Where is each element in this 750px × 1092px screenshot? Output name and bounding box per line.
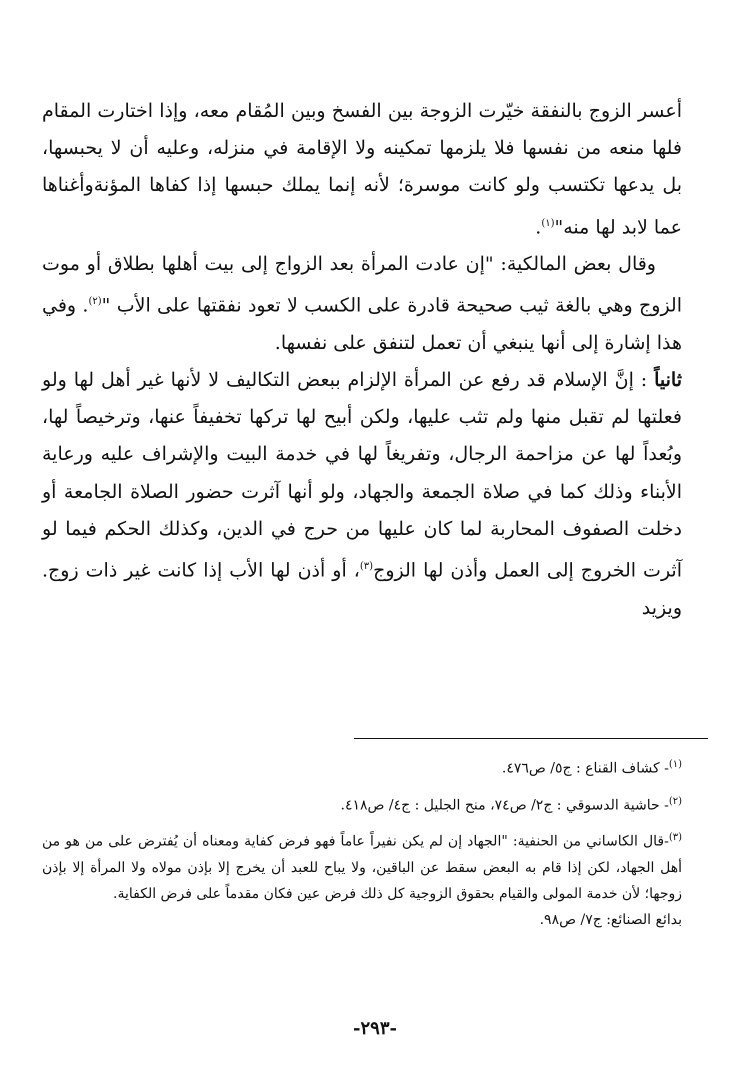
footnote-3-text: -قال الكاساني من الحنفية: "الجهاد إن لم يكن نفيراً عاماً فهو فرض كفاية ومعناه أن يُفترض على من هو من أهل الجهاد، لكن إذا قام به البعض سقط عن الباقين، ولا يباح للعبد أن يخرج إلا بإذن مولاه ولا المرأة إلا بإذن زوجها؛ لأن خدمة المولى والقيام بحقوق الزوجية كل ذلك فرض عين فكان مقدماً على فرض الكفاية. <box>42 833 682 902</box>
paragraph-3 <box>42 362 682 627</box>
main-text <box>42 93 682 627</box>
page-number: -٢٩٣- <box>353 1018 397 1039</box>
footnote-ref-3: (٣) <box>359 561 374 573</box>
footnote-ref-2: (٢) <box>88 296 102 308</box>
footnote-1 <box>42 752 682 782</box>
footnote-3-source <box>42 907 682 933</box>
paragraph-2-end: . وفي هذا إشارة إلى أنها ينبغي أن تعمل لتنفق على نفسها. <box>42 294 682 354</box>
footnote-2-marker: (٢) <box>668 795 682 807</box>
paragraph-3-text: : إنَّ الإسلام قد رفع عن المرأة الإلزام ببعض التكاليف لا لأنها غير أهل لها ولو فعلتها لم تقبل منها ولم تثب عليها، ولكن أبيح لها تركها تخفيفاً عنها، وترخيصاً لها، وبُعداً لها عن مزاحمة الرجال، وتفريغاً لها في خدمة البيت والإشراف عليه ورعاية الأبناء وذلك كما في صلاة الجمعة والجهاد، ولو أنها آثرت حضور الصلاة الجامعة أو دخلت الصفوف المحاربة لما كان عليها من حرج في الدين، وكذلك الحكم فيما لو آثرت الخروج إلى العمل وأذن لها الزوج <box>42 369 682 582</box>
paragraph-2 <box>42 246 682 362</box>
footnote-1-text: - كشاف القناع : ج٥/ ص٤٧٦. <box>501 760 669 777</box>
paragraph-1-text: أعسر الزوج بالنفقة خيّرت الزوجة بين الفسخ وبين المُقام معه، وإذا اختارت المقام فلها منعه من نفسها فلا يلزمها تمكينه ولا الإقامة في منزله، وعليه أن لا يحبسها، بل يدعها تكتسب ولو كانت موسرة؛ لأنه إنما يملك حبسها إذا كفاها المؤنةوأغناها عما لابد لها منه" <box>42 100 682 238</box>
footnote-2-text: - حاشية الدسوقي : ج٢/ ص٧٤، منح الجليل : ج٤/ ص٤١٨. <box>340 797 669 814</box>
paragraph-1 <box>42 93 682 246</box>
footnote-3 <box>42 825 682 907</box>
footnote-1-marker: (١) <box>668 759 682 770</box>
paragraph-3-end: ، أو أذن لها الأب إذا كانت غير ذات زوج. ويزيد <box>42 559 682 619</box>
footnote-3-source-text: بدائع الصنائع: ج٧/ ص٩٨. <box>539 911 682 928</box>
footnote-3-marker: (٣) <box>668 832 682 844</box>
footnote-2 <box>42 789 682 819</box>
footnotes <box>42 752 682 940</box>
footnote-separator <box>354 738 708 739</box>
paragraph-2-text: وقال بعض المالكية: "إن عادت المرأة بعد الزواج إلى بيت أهلها بطلاق أو موت الزوج وهي بالغة ثيب صحيحة قادرة على الكسب لا تعود نفقتها على الأب " <box>42 253 682 317</box>
paragraph-3-lead: ثانياً <box>654 369 682 392</box>
footnote-ref-1: (١) <box>541 217 555 229</box>
paragraph-1-end: . <box>535 215 542 238</box>
